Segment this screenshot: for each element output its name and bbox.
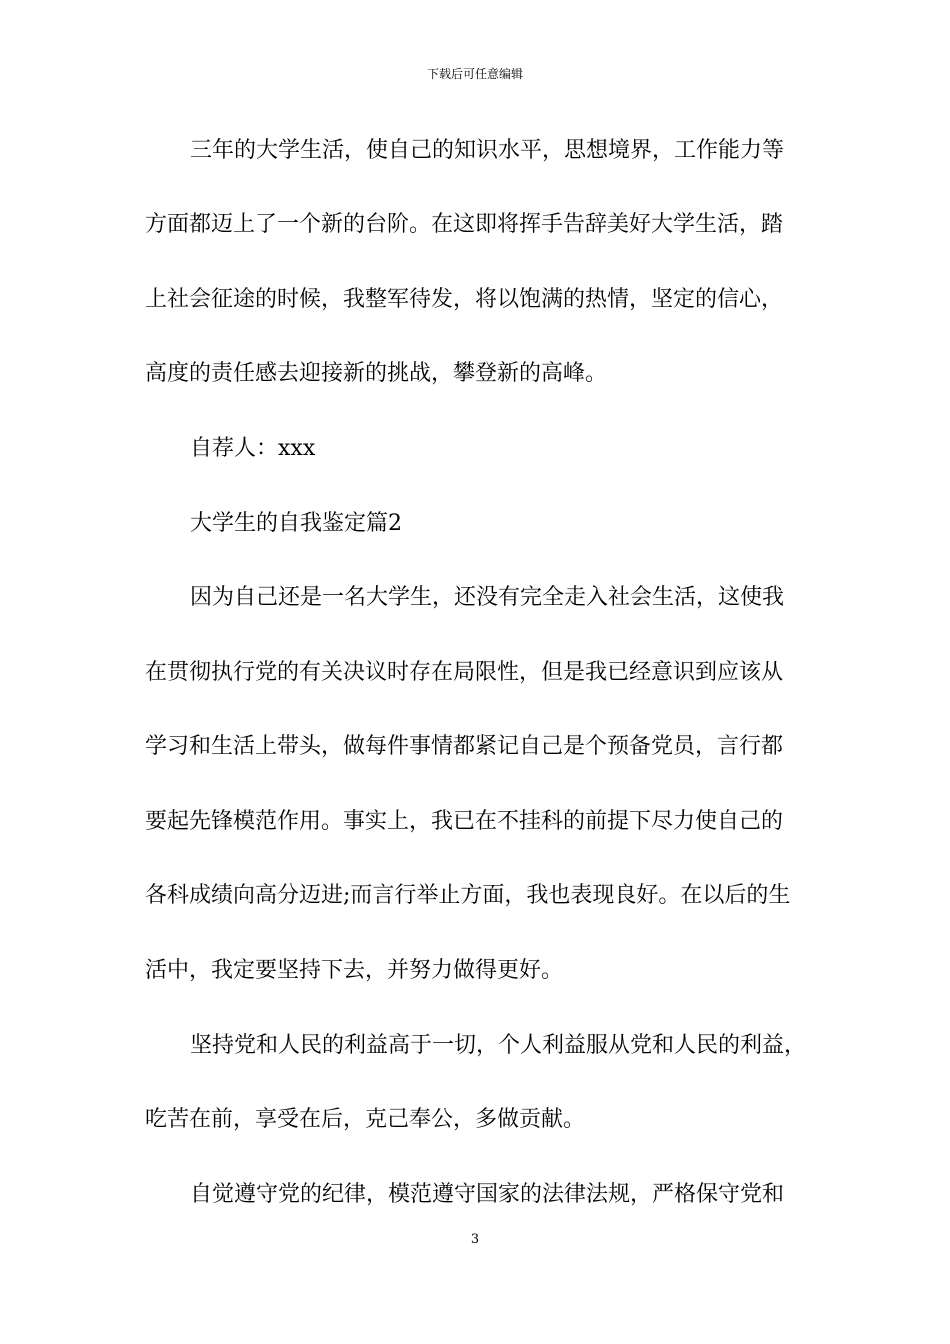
- text-line: 上社会征途的时候，我整军待发，将以饱满的热情，坚定的信心，: [145, 287, 784, 312]
- text-line: 活中，我定要坚持下去，并努力做得更好。: [145, 958, 564, 983]
- text-line: 高度的责任感去迎接新的挑战，攀登新的高峰。: [145, 361, 608, 386]
- text-line: 方面都迈上了一个新的台阶。在这即将挥手告辞美好大学生活，踏: [145, 212, 784, 237]
- text-line: 自觉遵守党的纪律，模范遵守国家的法律法规，严格保守党和: [190, 1182, 785, 1207]
- text-line: 坚持党和人民的利益高于一切，个人利益服从党和人民的利益，: [190, 1033, 807, 1058]
- section-heading: 大学生的自我鉴定篇2: [190, 511, 402, 536]
- text-line: 在贯彻执行党的有关决议时存在局限性，但是我已经意识到应该从: [145, 660, 784, 685]
- text-line: 因为自己还是一名大学生，还没有完全走入社会生活，这使我: [190, 585, 785, 610]
- signature-line: 自荐人：xxx: [190, 436, 316, 461]
- page-number: 3: [470, 1232, 480, 1247]
- page-header-note: 下载后可任意编辑: [426, 67, 523, 81]
- text-line: 要起先锋模范作用。事实上，我已在不挂科的前提下尽力使自己的: [145, 809, 784, 834]
- text-line: 各科成绩向高分迈进;而言行举止方面，我也表现良好。在以后的生: [145, 883, 791, 908]
- text-line: 吃苦在前，享受在后，克己奉公，多做贡献。: [145, 1107, 586, 1132]
- text-line: 三年的大学生活，使自己的知识水平，思想境界，工作能力等: [190, 138, 785, 163]
- text-line: 学习和生活上带头，做每件事情都紧记自己是个预备党员，言行都: [145, 734, 784, 759]
